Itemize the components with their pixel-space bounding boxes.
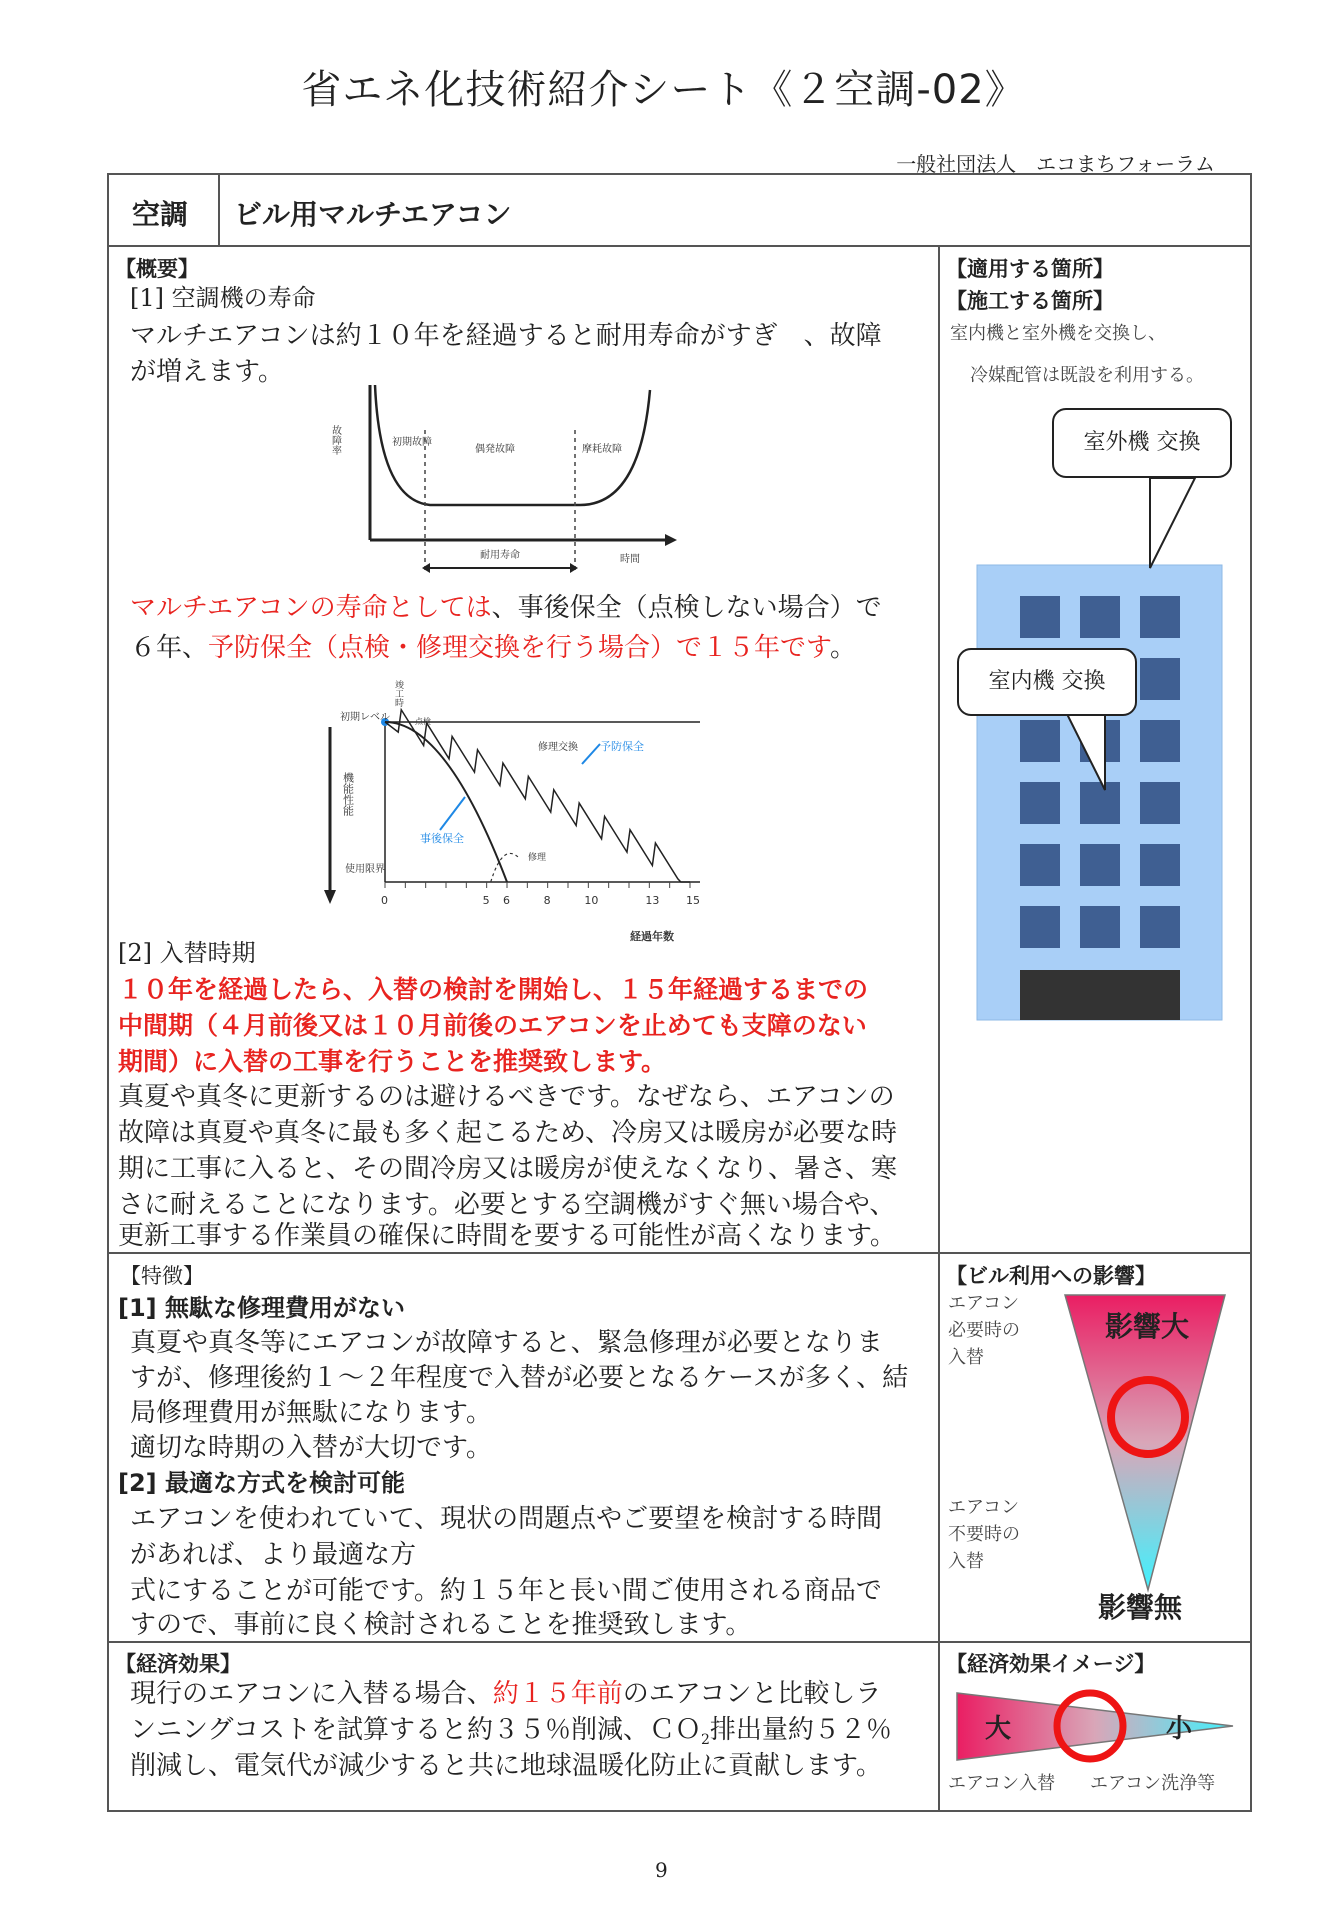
section-title: [2] 入替時期 — [118, 939, 256, 967]
random-failure-label: 偶発故障 — [475, 444, 515, 455]
x-tick-label: 6 — [503, 894, 510, 907]
recommendation-line: １０年を経過したら、入替の検討を開始し、１５年経過するまでの — [118, 975, 869, 1004]
outdoor-unit-callout: 室外機 交換 — [1052, 408, 1232, 478]
impact-note: エアコン 必要時の 入替 — [948, 1293, 1020, 1368]
repair-label: 修理 — [528, 853, 547, 863]
completion-label: 竣工時 — [393, 680, 403, 707]
x-tick-label: 15 — [686, 894, 700, 907]
row-divider — [107, 245, 1252, 247]
body-line: 更新工事する作業員の確保に時間を要する可能性が高くなります。 — [118, 1221, 896, 1251]
body-line: 故障は真夏や真冬に最も多く起こるため、冷房又は暖房が必要な時 — [118, 1118, 897, 1148]
page-number: 9 — [655, 1858, 668, 1882]
usage-limit-label: 使用限界 — [345, 864, 385, 875]
impact-heading: 【ビル利用への影響】 — [946, 1264, 1156, 1288]
body-line: 真夏や真冬に更新するのは避けるべきです。なぜなら、エアコンの — [118, 1082, 895, 1112]
x-tick-label: 0 — [381, 894, 388, 907]
indoor-unit-callout: 室内機 交換 — [957, 648, 1137, 716]
body-line: 適切な時期の入替が大切です。 — [130, 1433, 492, 1463]
body-line: 局修理費用が無駄になります。 — [130, 1398, 492, 1428]
body-line: が増えます。 — [130, 357, 284, 387]
repair-replace-label: 修理交換 — [538, 742, 578, 753]
economic-heading: 【経済効果】 — [115, 1652, 241, 1676]
header-divider — [218, 173, 220, 246]
body-line: があれば、より最適な方 — [130, 1540, 417, 1570]
column-divider — [938, 245, 940, 1811]
life-text-line — [130, 590, 882, 626]
inspection-label: 点検 — [415, 717, 431, 726]
large-label: 大 — [985, 1714, 1012, 1744]
time-label: 時間 — [620, 554, 640, 565]
initial-level-label: 初期レベル — [340, 712, 390, 723]
impact-note: エアコン 不要時の 入替 — [948, 1497, 1020, 1572]
wear-failure-label: 摩耗故障 — [582, 444, 622, 455]
body-line: 期に工事に入ると、その間冷房又は暖房が使えなくなり、暑さ、寒 — [118, 1154, 897, 1184]
x-tick-label: 8 — [543, 894, 551, 907]
x-tick-label: 5 — [482, 894, 490, 907]
x-tick-label: 10 — [584, 894, 599, 907]
economic-image-heading: 【経済効果イメージ】 — [946, 1652, 1156, 1676]
construction-heading: 【施工する箇所】 — [946, 289, 1114, 313]
series-post-maintenance — [385, 722, 507, 882]
feature-title: [2] 最適な方式を検討可能 — [118, 1469, 405, 1497]
economic-line: ンニングコストを試算すると約３５％削減、ＣＯ$_2$排出量約５２％ — [130, 1715, 892, 1749]
economic-line: 現行のエアコンに入替る場合、約１５年前のエアコンと比較しラ — [130, 1679, 882, 1709]
body-line: 式にすることが可能です。約１５年と長い間ご使用される商品で — [130, 1576, 882, 1606]
life-highlight: マルチエアコンの寿命としては — [130, 593, 492, 623]
page-title: 省エネ化技術紹介シート《２空調-02》 — [301, 67, 1026, 113]
life-text: 。 — [829, 633, 856, 663]
organization-name: 一般社団法人 エコまちフォーラム — [896, 152, 1215, 176]
small-label: 小 — [1166, 1714, 1193, 1744]
cleaning-label: エアコン洗浄等 — [1090, 1773, 1216, 1794]
x-tick-label: 13 — [645, 894, 660, 907]
recommendation-line: 中間期（４月前後又は１０月前後のエアコンを止めても支障のない — [118, 1011, 867, 1040]
body-line: すので、事前に良く検討されることを推奨致します。 — [130, 1610, 752, 1640]
y-axis-label: 故障率 — [330, 425, 341, 455]
life-label: 耐用寿命 — [480, 550, 520, 561]
life-text-line — [130, 630, 856, 666]
x-axis-label: 経過年数 — [630, 930, 674, 943]
feature-title: [1] 無駄な修理費用がない — [118, 1294, 405, 1322]
annotation-arrow — [440, 797, 465, 830]
post-maintenance-label: 事後保全 — [420, 832, 464, 845]
life-text: ６年、 — [130, 633, 209, 663]
economic-line: 削減し、電気代が減少すると共に地球温暖化防止に貢献します。 — [130, 1751, 882, 1781]
body-line: さに耐えることになります。必要とする空調機がすぐ無い場合や、 — [118, 1190, 896, 1220]
category-label: 空調 — [132, 198, 189, 231]
body-line: すが、修理後約１～２年程度で入替が必要となるケースが多く、結 — [130, 1363, 909, 1393]
applicable-heading: 【適用する箇所】 — [946, 257, 1114, 281]
body-line: マルチエアコンは約１０年を経過すると耐用寿命がすぎ 、故障 — [130, 321, 882, 351]
body-line: 真夏や真冬等にエアコンが故障すると、緊急修理が必要となりま — [130, 1328, 883, 1358]
features-heading: 【特徴】 — [120, 1264, 204, 1288]
high-impact-label: 影響大 — [1105, 1310, 1190, 1343]
overview-heading: 【概要】 — [115, 257, 199, 281]
years-highlight: 約１５年前 — [492, 1679, 623, 1709]
body-line: エアコンを使われていて、現状の問題点やご要望を検討する時間 — [130, 1504, 883, 1534]
performance-label: 機能性能 — [341, 772, 355, 816]
product-name: ビル用マルチエアコン — [234, 198, 512, 231]
maintenance-performance-chart — [320, 672, 710, 952]
no-impact-label: 影響無 — [1098, 1591, 1183, 1624]
recommendation-line: 期間）に入替の工事を行うことを推奨致します。 — [118, 1047, 667, 1076]
location-text: 冷媒配管は既設を利用する。 — [970, 365, 1204, 386]
life-highlight: 予防保全（点検・修理交換を行う場合）で１５年です — [208, 633, 830, 663]
early-failure-label: 初期故障 — [392, 437, 432, 448]
life-text: 、事後保全（点検しない場合）で — [491, 593, 882, 623]
replacement-label: エアコン入替 — [948, 1773, 1056, 1794]
section-title: [1] 空調機の寿命 — [130, 284, 316, 312]
preventive-maintenance-label: 予防保全 — [600, 740, 644, 753]
location-text: 室内機と室外機を交換し、 — [950, 323, 1166, 344]
annotation-arrow — [582, 744, 600, 764]
building-illustration — [945, 400, 1245, 1040]
failure-rate-curve-chart — [330, 380, 690, 585]
